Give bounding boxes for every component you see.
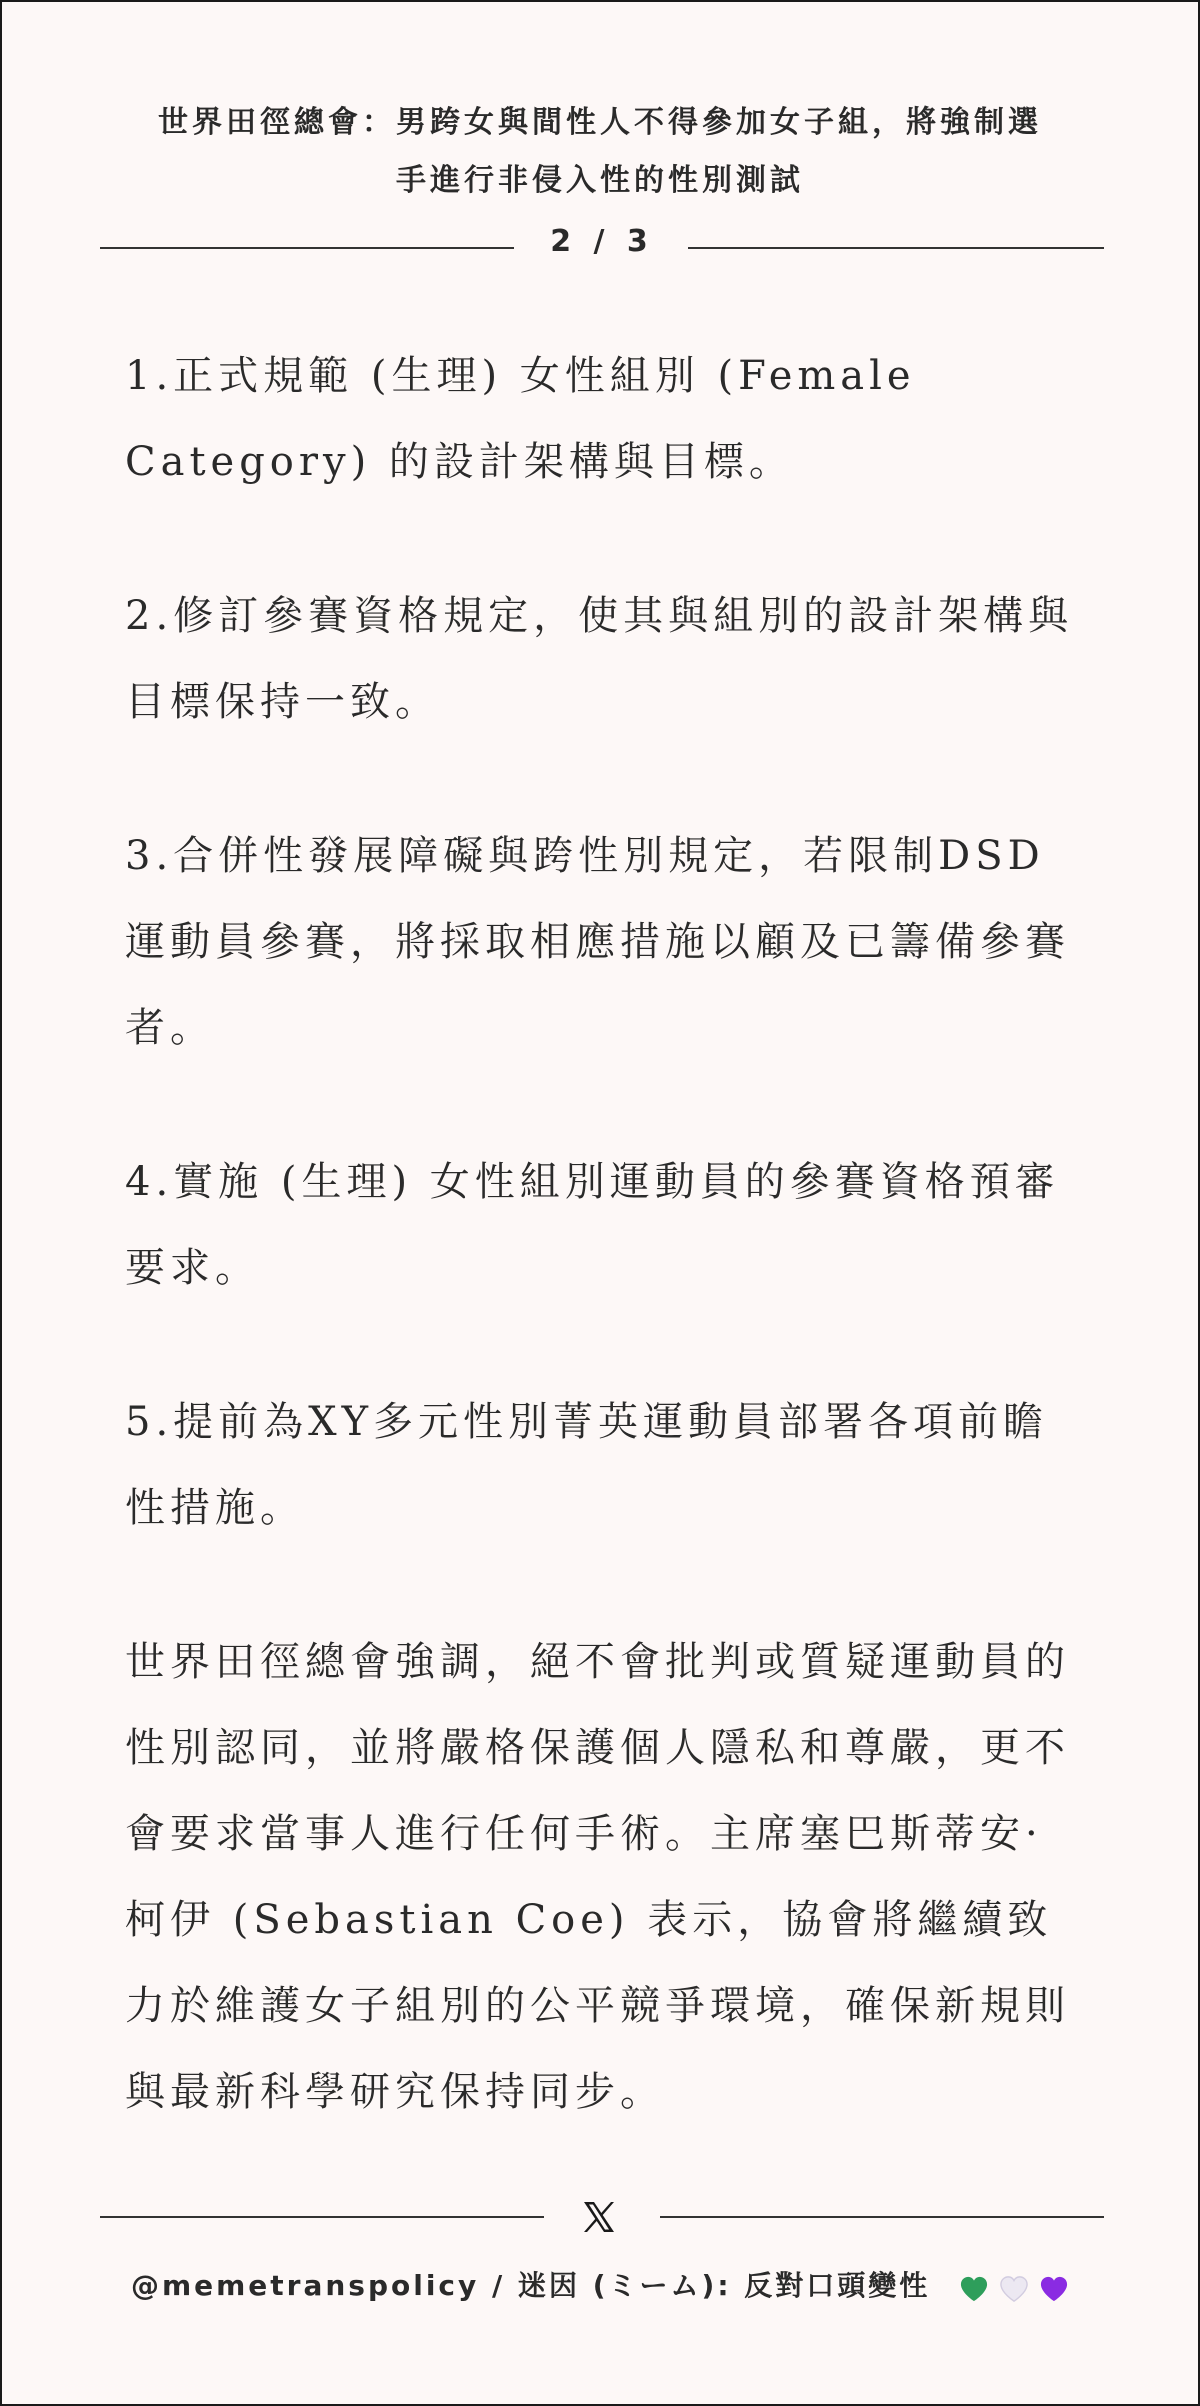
footer-divider-right	[660, 2216, 1104, 2218]
page-title	[2, 94, 1198, 210]
page-indicator: 2 / 3	[550, 224, 654, 259]
footer-credit	[2, 2264, 1198, 2304]
list-item-4: 4.實施 (生理) 女性組別運動員的參賽資格預審要求。	[125, 1159, 1060, 1291]
header-divider-left	[100, 247, 514, 249]
footer-divider-left	[100, 2216, 544, 2218]
green-heart-icon	[959, 2275, 989, 2303]
list-item-2: 2.修訂參賽資格規定，使其與組別的設計架構與目標保持一致。	[125, 593, 1074, 725]
list-item-3: 3.合併性發展障礙與跨性別規定，若限制DSD運動員參賽，將採取相應措施以顧及已籌備參賽者。	[125, 833, 1070, 1051]
x-logo-icon	[581, 2199, 617, 2235]
main-content	[125, 333, 1078, 2203]
title-line-1: 世界田徑總會：男跨女與間性人不得參加女子組，將強制選	[158, 105, 1042, 140]
footer-handle: @memetranspolicy / 迷因 (ミーム): 反對口頭變性	[130, 2269, 931, 2302]
list-item-1: 1.正式規範 (生理) 女性組別 (Female Category) 的設計架構與目標。	[125, 353, 916, 485]
heart-icons	[949, 2271, 1069, 2304]
summary-paragraph: 世界田徑總會強調，絕不會批判或質疑運動員的性別認同，並將嚴格保護個人隱私和尊嚴，更不會要求當事人進行任何手術。主席塞巴斯蒂安·柯伊 (Sebastian Coe) 表示，協會將繼續致力於維護女子組別的公平競爭環境，確保新規則與最新科學研究保持同步。	[125, 1639, 1070, 2115]
white-heart-icon	[999, 2275, 1029, 2303]
list-item-5: 5.提前為XY多元性別菁英運動員部署各項前瞻性措施。	[125, 1399, 1049, 1531]
header-divider-right	[688, 247, 1104, 249]
title-line-2: 手進行非侵入性的性別測試	[396, 163, 804, 198]
purple-heart-icon	[1039, 2275, 1069, 2303]
